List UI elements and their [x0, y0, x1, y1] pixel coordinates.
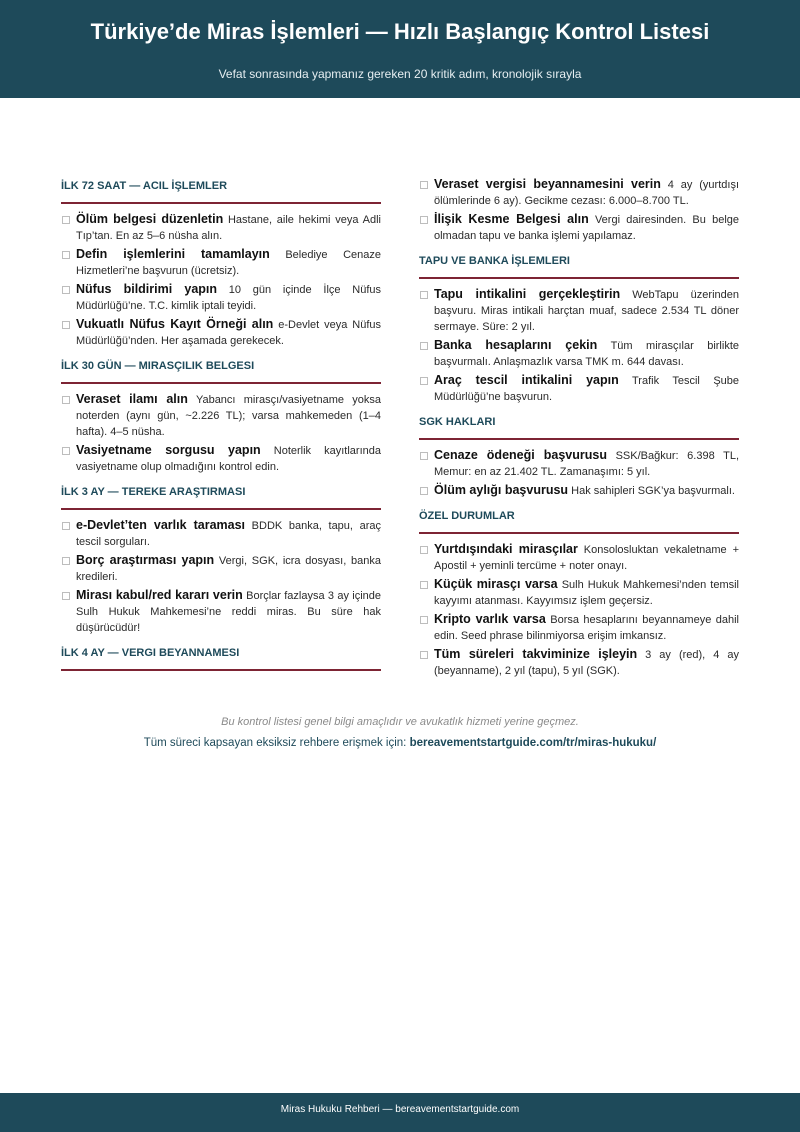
checklist-item: [61, 282, 381, 314]
checkbox-icon: [62, 216, 70, 224]
item-text: [76, 247, 381, 279]
checklist-item: [61, 317, 381, 349]
item-label: Mirası kabul/red kararı verin: [76, 588, 243, 602]
checklist-item: [419, 483, 739, 499]
checkbox-icon: [420, 377, 428, 385]
item-text: [76, 212, 381, 244]
left-column: [61, 177, 381, 679]
checkbox-icon: [420, 342, 428, 350]
item-description: Borsa hesaplarını beyannameye dahil edin. Seed phrase bilinmiyorsa erişim imkansız.: [434, 614, 739, 642]
item-text: [434, 483, 739, 499]
item-description: Trafik Tescil Şube Müdürlüğü’ne başvurun.: [434, 375, 740, 403]
checklist-item: [419, 177, 739, 209]
item-label: İlişik Kesme Belgesi alın: [434, 212, 589, 226]
item-description: Borçlar fazlaysa 3 ay içinde Sulh Hukuk Mahkemesi’ne reddi miras. Bu süre hak düşürücüdür!: [76, 590, 381, 634]
section: [419, 254, 739, 405]
item-label: Tüm süreleri takviminize işleyin: [434, 647, 638, 661]
checklist-item: [61, 247, 381, 279]
right-column: [419, 177, 739, 682]
checklist-item: [61, 212, 381, 244]
checkbox-icon: [62, 286, 70, 294]
item-label: Tapu intikalini gerçekleştirin: [434, 287, 621, 301]
checkbox-icon: [62, 557, 70, 565]
section: [61, 485, 381, 636]
section: [61, 179, 381, 349]
checkbox-icon: [420, 581, 428, 589]
item-label: Ölüm belgesi düzenletin: [76, 212, 224, 226]
checkbox-icon: [62, 522, 70, 530]
section-heading: İLK 30 GÜN — MIRASÇILIK BELGESI: [61, 359, 381, 384]
item-label: Nüfus bildirimi yapın: [76, 282, 218, 296]
item-description: Sulh Hukuk Mahkemesi’nden temsil kayyımı atanması. Kayyımsız işlem geçersiz.: [434, 579, 740, 607]
checklist-item: [61, 588, 381, 636]
checklist-item: [419, 212, 739, 244]
checklist-item: [419, 448, 739, 480]
item-text: [76, 588, 381, 636]
checkbox-icon: [420, 651, 428, 659]
checkbox-icon: [62, 396, 70, 404]
item-description: Tüm mirasçılar birlikte başvurmalı. Anlaşmazlık varsa TMK m. 644 davası.: [434, 340, 739, 368]
checkbox-icon: [62, 251, 70, 259]
section: [419, 509, 739, 679]
item-label: Veraset vergisi beyannamesini verin: [434, 177, 661, 191]
disclaimer-text: Bu kontrol listesi genel bilgi amaçlıdır ve avukatlık hizmeti yerine geçmez.: [221, 716, 579, 728]
footer-band-text: Miras Hukuku Rehberi — bereavementstartguide.com: [280, 1104, 520, 1115]
item-text: [434, 287, 739, 335]
checklist-item: [61, 553, 381, 585]
checkbox-icon: [420, 452, 428, 460]
item-label: Borç araştırması yapın: [76, 553, 215, 567]
checkbox-icon: [420, 216, 428, 224]
item-label: Defin işlemlerini tamamlayın: [76, 247, 270, 261]
page-title: Türkiye’de Miras İşlemleri — Hızlı Başlangıç Kontrol Listesi: [90, 19, 710, 44]
item-label: Ölüm aylığı başvurusu: [434, 483, 569, 497]
page-subtitle: Vefat sonrasında yapmanız gereken 20 kritik adım, kronolojik sırayla: [218, 67, 582, 81]
checkbox-icon: [420, 487, 428, 495]
item-label: Araç tescil intikalini yapın: [434, 373, 619, 387]
header-band: [0, 0, 800, 98]
item-label: e-Devlet’ten varlık taraması: [76, 518, 246, 532]
footer-band: [0, 1093, 800, 1132]
section: [419, 415, 739, 499]
item-description: Hastane, aile hekimi veya Adli Tıp’tan. En az 5–6 nüsha alın.: [76, 214, 381, 242]
item-label: Cenaze ödeneği başvurusu: [434, 448, 607, 462]
item-description: 4 ay (yurtdışı ölümlerinde 6 ay). Gecikme cezası: 6.000–8.700 TL.: [434, 179, 739, 207]
item-text: [434, 212, 739, 244]
item-label: Vasiyetname sorgusu yapın: [76, 443, 261, 457]
item-text: [434, 177, 739, 209]
item-text: [76, 282, 381, 314]
guide-link[interactable]: bereavementstartguide.com/tr/miras-hukuku/: [409, 737, 657, 749]
item-description: e-Devlet veya Nüfus Müdürlüğü’nden. Her aşamada gerekecek.: [76, 319, 382, 347]
item-description: Vergi, SGK, icra dosyası, banka kredileri.: [76, 555, 381, 583]
checkbox-icon: [420, 616, 428, 624]
checklist-item: [61, 443, 381, 475]
checklist-item: [419, 338, 739, 370]
item-description: 3 ay (red), 4 ay (beyanname), 2 yıl (tapu), 5 yıl (SGK).: [434, 649, 739, 677]
checklist-item: [419, 287, 739, 335]
item-label: Kripto varlık varsa: [434, 612, 546, 626]
checkbox-icon: [62, 447, 70, 455]
section-heading: SGK HAKLARI: [419, 415, 739, 440]
checklist-item: [419, 647, 739, 679]
item-text: [76, 553, 381, 585]
item-text: [76, 518, 381, 550]
guide-prompt: Tüm süreci kapsayan eksiksiz rehbere erişmek için:: [143, 737, 407, 749]
section-heading: ÖZEL DURUMLAR: [419, 509, 739, 534]
item-description: WebTapu üzerinden başvuru. Miras intikali harçtan muaf, sadece 2.534 TL döner sermaye. Süre: 2 yıl.: [434, 289, 739, 333]
item-text: [434, 338, 739, 370]
section: [61, 359, 381, 475]
item-description: SSK/Bağkur: 6.398 TL, Memur: en az 21.402 TL. Zamanaşımı: 5 yıl.: [434, 450, 739, 478]
section-heading: İLK 72 SAAT — ACIL İŞLEMLER: [61, 179, 381, 204]
section-continued: [419, 177, 739, 244]
item-text: [434, 647, 739, 679]
item-label: Yurtdışındaki mirasçılar: [434, 542, 578, 556]
section-heading: İLK 3 AY — TEREKE ARAŞTIRMASI: [61, 485, 381, 510]
item-text: [76, 443, 381, 475]
item-description: 10 gün içinde İlçe Nüfus Müdürlüğü’ne. T.C. kimlik iptali teyidi.: [76, 284, 381, 312]
item-text: [434, 448, 739, 480]
item-text: [434, 373, 739, 405]
item-label: Banka hesaplarını çekin: [434, 338, 598, 352]
section-heading: İLK 4 AY — VERGI BEYANNAMESI: [61, 646, 381, 671]
item-text: [76, 317, 381, 349]
item-description: Vergi dairesinden. Bu belge olmadan tapu ve banka işlemi yapılamaz.: [434, 214, 739, 242]
checklist-item: [419, 542, 739, 574]
item-label: Veraset ilamı alın: [76, 392, 188, 406]
item-text: [434, 577, 739, 609]
item-text: [434, 542, 739, 574]
item-description: BDDK banka, tapu, araç tescil sorguları.: [76, 520, 382, 548]
checklist-item: [61, 518, 381, 550]
checkbox-icon: [420, 546, 428, 554]
checklist-item: [419, 373, 739, 405]
checkbox-icon: [420, 181, 428, 189]
checkbox-icon: [62, 592, 70, 600]
checkbox-icon: [420, 291, 428, 299]
checklist-item: [419, 612, 739, 644]
checklist-item: [419, 577, 739, 609]
item-description: Yabancı mirasçı/vasiyetname yoksa noterden (aynı gün, ~2.226 TL); varsa mahkemeden (1–4 hafta). 4–5 nüsha.: [76, 394, 381, 438]
guide-line: [0, 735, 800, 751]
checklist-item: [61, 392, 381, 440]
item-description: Noterlik kayıtlarında vasiyetname olup olmadığını kontrol edin.: [76, 445, 381, 473]
section-heading: TAPU VE BANKA İŞLEMLERI: [419, 254, 739, 279]
item-description: Hak sahipleri SGK’ya başvurmalı.: [571, 485, 735, 497]
item-label: Vukuatlı Nüfus Kayıt Örneği alın: [76, 317, 274, 331]
item-label: Küçük mirasçı varsa: [434, 577, 558, 591]
item-text: [76, 392, 381, 440]
item-description: Konsolosluktan vekaletname + Apostil + yeminli tercüme + noter onayı.: [434, 544, 739, 572]
item-text: [434, 612, 739, 644]
item-description: Belediye Cenaze Hizmetleri’ne başvurun (ücretsiz).: [76, 249, 381, 277]
section: [61, 646, 381, 671]
checkbox-icon: [62, 321, 70, 329]
